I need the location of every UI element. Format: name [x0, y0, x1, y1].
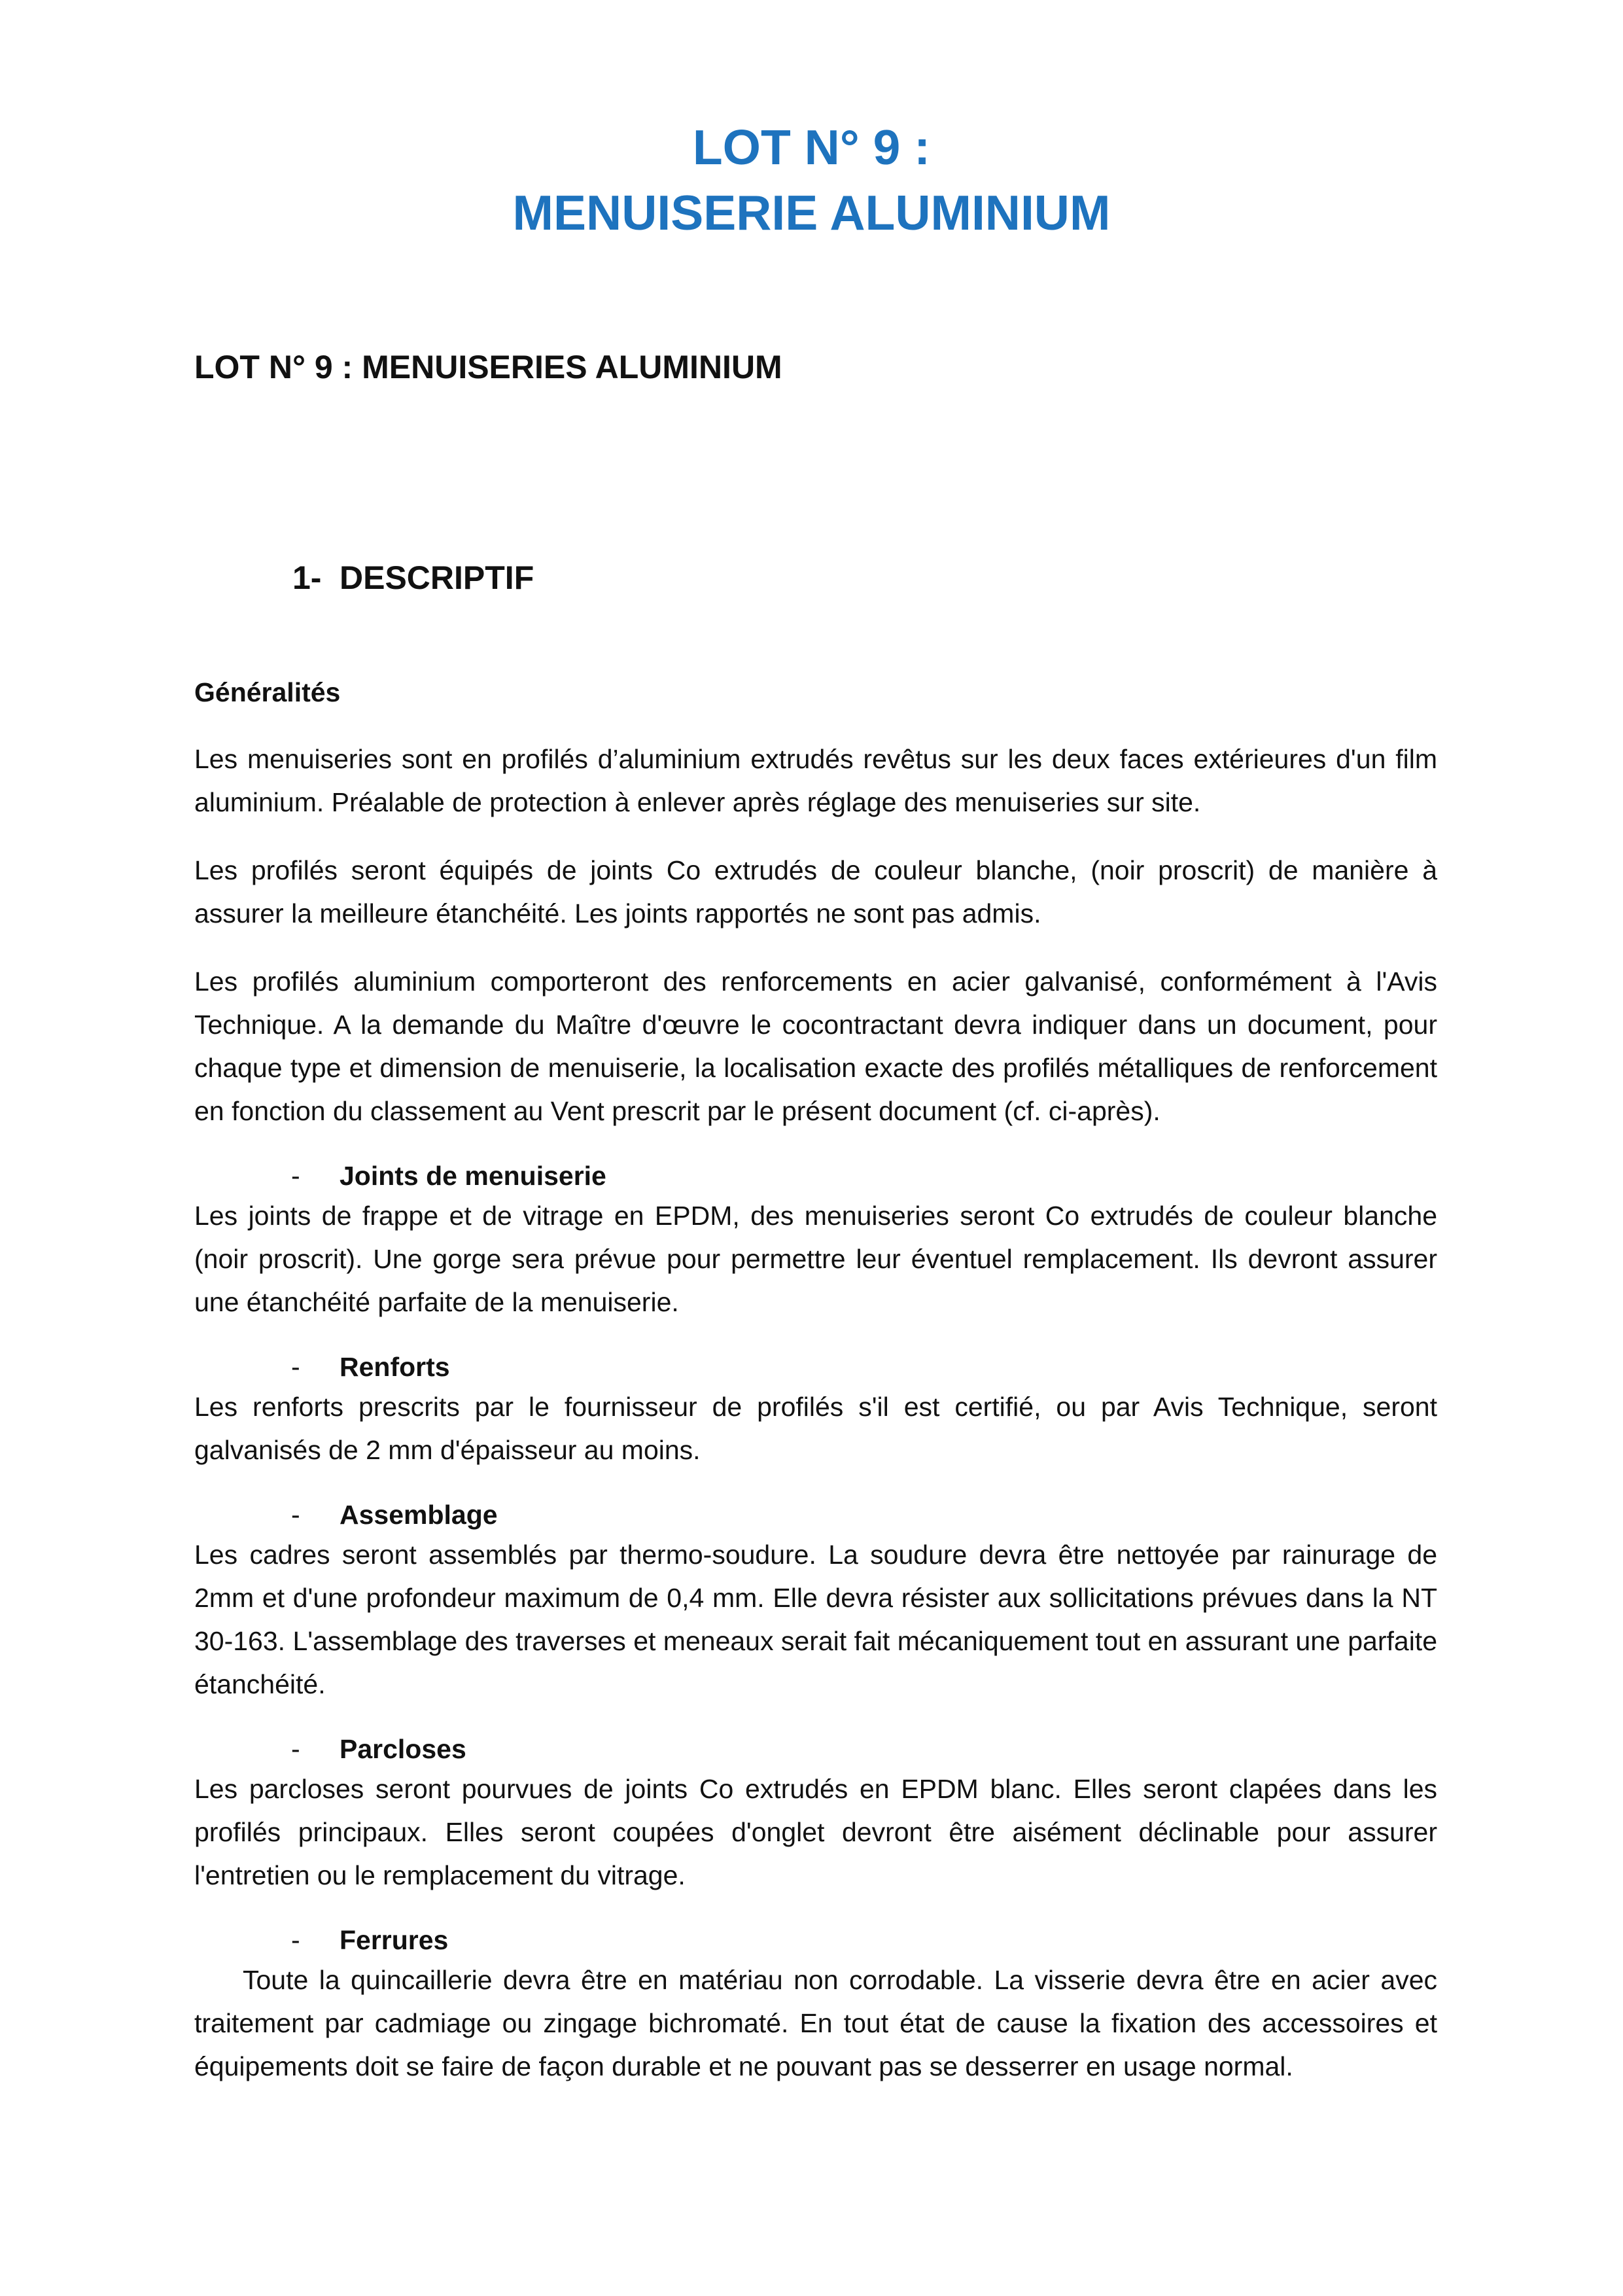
item-text-ferrures: Toute la quincaillerie devra être en matériau non corrodable. La visserie devra être en acier avec traitement par cadmiage ou zingage bichromaté. En tout état de cause la fixation des accessoires et équipements doit se faire de façon durable et ne pouvant pas se desserrer en usage normal.	[194, 1965, 1437, 2081]
item-title-text: Assemblage	[340, 1500, 498, 1530]
item-text-joints: Les joints de frappe et de vitrage en EPDM, des menuiseries seront Co extrudés de couleur blanche (noir proscrit). Une gorge sera prévue pour permettre leur éventuel remplacement. Ils devront assurer une étanchéité parfaite de la menuiserie.	[194, 1201, 1437, 1317]
bullet-dash: -	[291, 1161, 300, 1191]
paragraph: Les menuiseries sont en profilés d’aluminium extrudés revêtus sur les deux faces extérieures d'un film aluminium. Préalable de protection à enlever après réglage des menuiseries sur site.	[194, 744, 1437, 817]
item-title-joints	[194, 1157, 1437, 1194]
document-title-line-1: LOT N° 9 :	[692, 120, 931, 175]
item-title-parcloses	[194, 1731, 1437, 1767]
section-heading	[292, 555, 534, 601]
item-text-parcloses: Les parcloses seront pourvues de joints Co extrudés en EPDM blanc. Elles seront clapées dans les profilés principaux. Elles seront coupées d'onglet devront être aisément déclinable pour assurer l'entretien ou le remplacement du vitrage.	[194, 1774, 1437, 1890]
item-title-text: Renforts	[340, 1352, 450, 1382]
paragraph: Les profilés seront équipés de joints Co extrudés de couleur blanche, (noir proscrit) de manière à assurer la meilleure étanchéité. Les joints rapportés ne sont pas admis.	[194, 855, 1437, 928]
subheading-generalites: Généralités	[194, 677, 341, 707]
section-title: DESCRIPTIF	[340, 559, 534, 596]
item-text-assemblage: Les cadres seront assemblés par thermo-soudure. La soudure devra être nettoyée par rainurage de 2mm et d'une profondeur maximum de 0,4 mm. Elle devra résister aux sollicitations prévues dans la NT 30-163. L'assemblage des traverses et meneaux serait fait mécaniquement tout en assurant une parfaite étanchéité.	[194, 1540, 1437, 1699]
document-title	[0, 115, 1623, 245]
item-title-text: Joints de menuiserie	[340, 1161, 606, 1191]
section-number: 1-	[292, 559, 322, 596]
bullet-dash: -	[291, 1500, 300, 1530]
item-title-text: Parcloses	[340, 1734, 466, 1764]
document-body	[194, 671, 1437, 2113]
item-title-ferrures	[194, 1922, 1437, 1958]
item-text-renforts: Les renforts prescrits par le fournisseur de profilés s'il est certifié, ou par Avis Technique, seront galvanisés de 2 mm d'épaisseur au moins.	[194, 1392, 1437, 1465]
item-title-renforts	[194, 1349, 1437, 1385]
lot-heading: LOT N° 9 : MENUISERIES ALUMINIUM	[194, 349, 782, 385]
item-title-assemblage	[194, 1496, 1437, 1533]
document-title-line-2: MENUISERIE ALUMINIUM	[512, 185, 1111, 240]
item-title-text: Ferrures	[340, 1925, 449, 1955]
bullet-dash: -	[291, 1925, 300, 1955]
paragraph: Les profilés aluminium comporteront des renforcements en acier galvanisé, conformément à l'Avis Technique. A la demande du Maître d'œuvre le cocontractant devra indiquer dans un document, pour chaque type et dimension de menuiserie, la localisation exacte des profilés métalliques de renforcement en fonction du classement au Vent prescrit par le présent document (cf. ci-après).	[194, 966, 1437, 1126]
bullet-dash: -	[291, 1352, 300, 1382]
bullet-dash: -	[291, 1734, 300, 1764]
